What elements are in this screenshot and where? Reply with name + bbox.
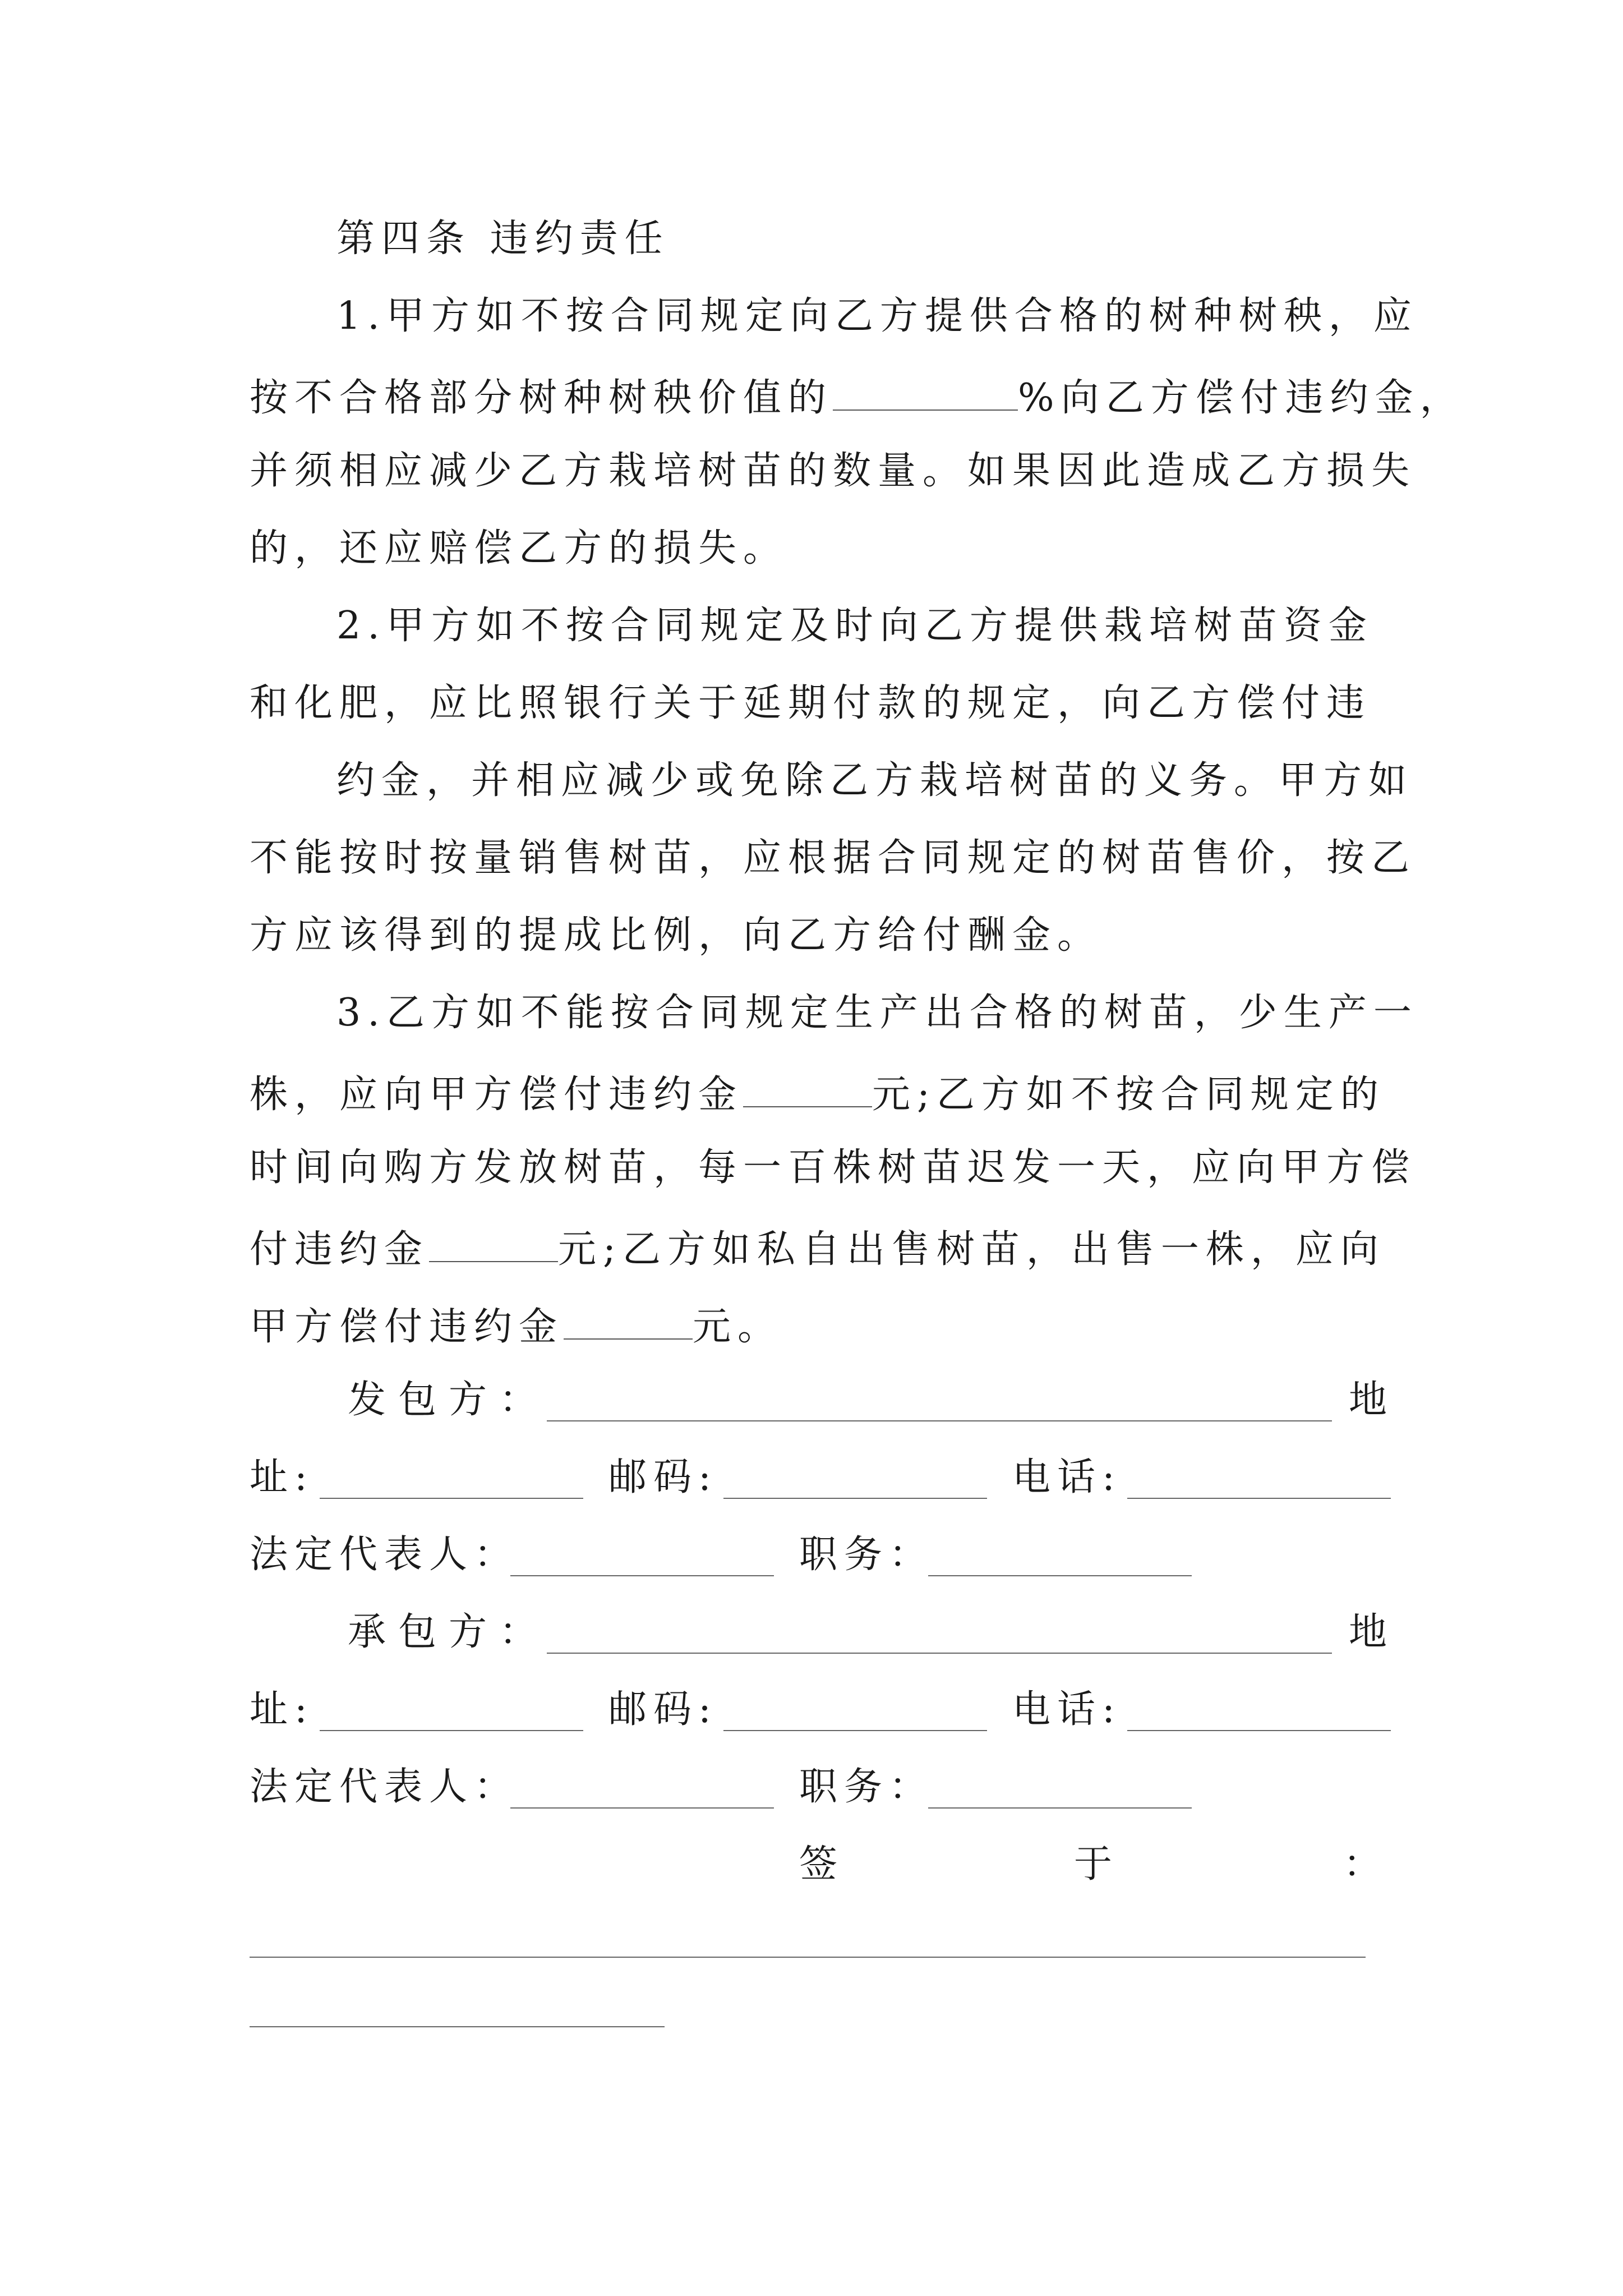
item1-line3: 并须相应减少乙方栽培树苗的数量。如果因此造成乙方损失 xyxy=(250,449,1417,493)
item3-line2-post: 元;乙方如不按合同规定的 xyxy=(872,1073,1385,1117)
party-a-phone-field[interactable] xyxy=(1127,1498,1391,1499)
party-a-rep-label: 法定代表人： xyxy=(250,1533,519,1577)
item3-line1: 3.乙方如不能按合同规定生产出合格的树苗，少生产一 xyxy=(336,991,1418,1035)
party-b-label: 承包方： xyxy=(348,1610,550,1654)
item2-line2: 和化肥，应比照银行关于延期付款的规定，向乙方偿付违 xyxy=(250,681,1372,725)
item1-line2-post: %向乙方偿付违约金， xyxy=(1018,376,1465,420)
party-b-title-label: 职务： xyxy=(799,1765,934,1809)
party-a-address-field[interactable] xyxy=(320,1498,583,1499)
signed-at-char2: 于 xyxy=(1074,1842,1119,1887)
party-b-phone-field[interactable] xyxy=(1127,1730,1391,1731)
party-b-rep-field[interactable] xyxy=(510,1807,774,1809)
party-b-postcode-label: 邮码: xyxy=(608,1687,718,1732)
article-title: 第四条 违约责任 xyxy=(336,217,670,261)
item1-line4: 的，还应赔偿乙方的损失。 xyxy=(250,526,789,570)
item3-line5-post: 元。 xyxy=(693,1305,783,1349)
party-a-phone-label: 电话: xyxy=(1012,1455,1122,1499)
item1-line1: 1.甲方如不按合同规定向乙方提供合格的树种树秧，应 xyxy=(336,294,1418,338)
party-a-title-label: 职务： xyxy=(799,1533,934,1577)
party-b-address-field[interactable] xyxy=(320,1730,583,1731)
party-a-addr-tail: 地 xyxy=(1349,1378,1394,1422)
item2-line3: 约金，并相应减少或免除乙方栽培树苗的义务。甲方如 xyxy=(336,758,1414,803)
party-b-name-field[interactable] xyxy=(547,1653,1332,1654)
signed-place-field-line1[interactable] xyxy=(250,1957,1366,1958)
item3-line2 xyxy=(250,1071,1385,1117)
party-a-rep-field[interactable] xyxy=(510,1575,774,1576)
party-b-postcode-field[interactable] xyxy=(723,1730,987,1731)
penalty-blank-3[interactable] xyxy=(564,1304,693,1340)
party-b-phone-label: 电话: xyxy=(1012,1687,1122,1732)
item3-line5 xyxy=(250,1304,783,1349)
signed-at-char1: 签 xyxy=(799,1842,845,1887)
percent-blank[interactable] xyxy=(833,375,1018,411)
item3-line3: 时间向购方发放树苗，每一百株树苗迟发一天，应向甲方偿 xyxy=(250,1145,1417,1190)
party-a-title-field[interactable] xyxy=(928,1575,1192,1576)
penalty-blank-1[interactable] xyxy=(743,1071,872,1107)
signed-place-field-line2[interactable] xyxy=(250,2026,665,2027)
party-a-label: 发包方： xyxy=(348,1378,550,1422)
item3-line5-pre: 甲方偿付违约金 xyxy=(250,1305,564,1349)
penalty-blank-2[interactable] xyxy=(429,1226,558,1262)
item1-line2 xyxy=(250,375,1465,420)
party-a-addr-head: 址: xyxy=(250,1455,314,1499)
item2-line4: 不能按时按量销售树苗，应根据合同规定的树苗售价，按乙 xyxy=(250,836,1417,880)
signed-at-colon: ： xyxy=(1343,1842,1389,1887)
item3-line4 xyxy=(250,1226,1385,1272)
party-a-postcode-label: 邮码: xyxy=(608,1455,718,1499)
party-b-title-field[interactable] xyxy=(928,1807,1192,1809)
party-b-rep-label: 法定代表人： xyxy=(250,1765,519,1809)
party-a-postcode-field[interactable] xyxy=(723,1498,987,1499)
item2-line1: 2.甲方如不按合同规定及时向乙方提供栽培树苗资金 xyxy=(336,604,1373,648)
item3-line4-post: 元;乙方如私自出售树苗，出售一株，应向 xyxy=(558,1227,1385,1272)
item1-line2-pre: 按不合格部分树种树秧价值的 xyxy=(250,376,833,420)
party-a-name-field[interactable] xyxy=(547,1420,1332,1421)
party-b-addr-tail: 地 xyxy=(1349,1610,1394,1654)
item2-line5: 方应该得到的提成比例，向乙方给付酬金。 xyxy=(250,913,1103,958)
item3-line2-pre: 株，应向甲方偿付违约金 xyxy=(250,1073,744,1117)
item3-line4-pre: 付违约金 xyxy=(250,1227,430,1272)
party-b-addr-head: 址: xyxy=(250,1687,314,1732)
